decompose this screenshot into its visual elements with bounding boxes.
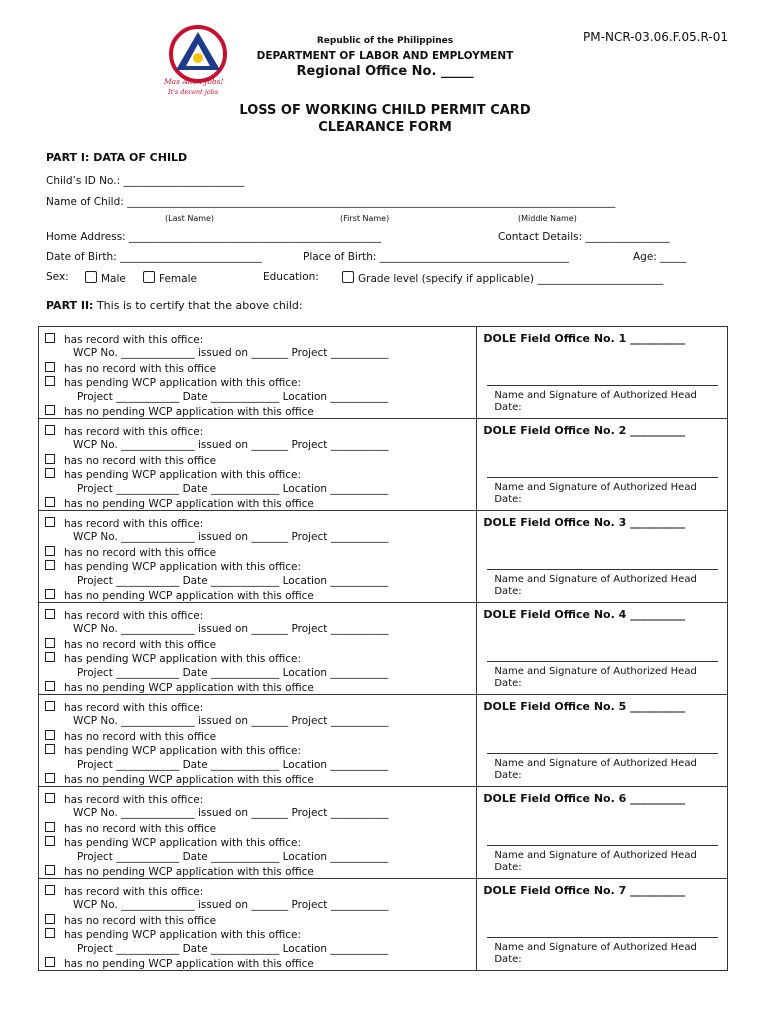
no-record-label: has no record with this office [64,363,217,375]
wcp-line[interactable]: WCP No. ______________ issued on _______ Project ___________ [73,439,389,451]
has-record-option[interactable] [45,885,203,898]
no-record-option[interactable] [45,914,216,927]
date-caption: Date: [494,494,522,505]
home-address-field[interactable]: Home Address: ________________________________________________ [46,231,382,243]
signature-caption: Name and Signature of Authorized Head [494,390,697,401]
field-office-cell [477,419,728,511]
certification-cell [39,511,477,603]
has-record-checkbox[interactable] [45,425,55,435]
pending-label: has pending WCP application with this office: [64,377,302,389]
no-pending-checkbox[interactable] [45,773,55,783]
signature-line[interactable] [487,753,718,754]
no-record-checkbox[interactable] [45,914,55,924]
office-row [39,787,728,879]
pending-option[interactable] [45,560,301,573]
project-line[interactable]: Project ____________ Date _____________ Location ___________ [77,391,389,403]
republic-line: Republic of the Philippines [316,36,454,46]
no-record-checkbox[interactable] [45,546,55,556]
form-code: PM-NCR-03.06.F.05.R-01 [583,30,728,44]
certification-cell [39,879,477,971]
pending-option[interactable] [45,744,301,757]
has-record-option[interactable] [45,701,203,714]
no-pending-label: has no pending WCP application with this office [64,406,314,418]
no-pending-label: has no pending WCP application with this office [64,958,314,970]
field-office-label[interactable]: DOLE Field Office No. 4 __________ [483,608,686,621]
has-record-option[interactable] [45,793,203,806]
department-line: DEPARTMENT OF LABOR AND EMPLOYMENT [256,50,514,62]
signature-caption: Name and Signature of Authorized Head [494,942,697,953]
field-office-label[interactable]: DOLE Field Office No. 2 __________ [483,424,686,437]
office-row [39,511,728,603]
no-pending-option[interactable] [45,497,314,510]
pending-label: has pending WCP application with this office: [64,837,302,849]
has-record-option[interactable] [45,517,203,530]
pending-option[interactable] [45,928,301,941]
office-row [39,327,728,419]
office-row [39,695,728,787]
certification-cell [39,603,477,695]
certification-cell [39,327,477,419]
has-record-option[interactable] [45,333,203,346]
wcp-line[interactable]: WCP No. ______________ issued on _______ Project ___________ [73,623,389,635]
pending-option[interactable] [45,652,301,665]
child-name-field[interactable]: Name of Child: _____________________________________________________________________________________________ [46,196,616,208]
no-record-label: has no record with this office [64,731,217,743]
pending-checkbox[interactable] [45,836,55,846]
project-line[interactable]: Project ____________ Date _____________ Location ___________ [77,483,389,495]
part2-heading: PART II: [46,299,94,312]
signature-line[interactable] [487,385,718,386]
sex-label: Sex: [46,271,69,283]
no-record-checkbox[interactable] [45,822,55,832]
title-line-1: LOSS OF WORKING CHILD PERMIT CARD [239,103,531,118]
wcp-line[interactable]: WCP No. ______________ issued on _______ Project ___________ [73,531,389,543]
no-pending-option[interactable] [45,681,314,694]
no-pending-label: has no pending WCP application with this office [64,774,314,786]
no-record-label: has no record with this office [64,639,217,651]
date-caption: Date: [494,402,522,413]
pending-checkbox[interactable] [45,744,55,754]
no-pending-option[interactable] [45,957,314,970]
no-record-checkbox[interactable] [45,730,55,740]
date-caption: Date: [494,954,522,965]
signature-caption: Name and Signature of Authorized Head [494,666,697,677]
part2-text: This is to certify that the above child: [93,299,303,312]
pending-checkbox[interactable] [45,928,55,938]
signature-line[interactable] [487,477,718,478]
first-name-caption: (First Name) [340,214,390,223]
no-pending-label: has no pending WCP application with this office [64,866,314,878]
certification-cell [39,695,477,787]
certification-cell [39,787,477,879]
no-pending-checkbox[interactable] [45,957,55,967]
female-checkbox[interactable] [143,271,155,283]
field-office-cell [477,511,728,603]
no-pending-checkbox[interactable] [45,497,55,507]
certification-cell [39,419,477,511]
no-pending-option[interactable] [45,773,314,786]
no-pending-checkbox[interactable] [45,405,55,415]
has-record-checkbox[interactable] [45,609,55,619]
signature-caption: Name and Signature of Authorized Head [494,758,697,769]
female-option[interactable] [143,271,197,285]
grade-level-label: Grade level (specify if applicable) ________________________ [358,273,664,285]
signature-caption: Name and Signature of Authorized Head [494,574,697,585]
has-record-label: has record with this office: [64,702,204,714]
place-of-birth-field[interactable]: Place of Birth: ____________________________________ [303,251,569,263]
part1-heading: PART I: DATA OF CHILD [46,151,188,164]
has-record-option[interactable] [45,609,203,622]
signature-caption: Name and Signature of Authorized Head [494,850,697,861]
has-record-checkbox[interactable] [45,517,55,527]
female-label: Female [159,273,197,285]
pending-label: has pending WCP application with this office: [64,745,302,757]
field-office-cell [477,327,728,419]
signature-line[interactable] [487,661,718,662]
pending-checkbox[interactable] [45,376,55,386]
no-record-option[interactable] [45,638,216,651]
has-record-label: has record with this office: [64,426,204,438]
no-record-label: has no record with this office [64,455,217,467]
age-field[interactable]: Age: _____ [633,251,687,263]
child-id-field[interactable]: Child’s ID No.: _______________________ [46,175,245,187]
has-record-label: has record with this office: [64,886,204,898]
no-record-label: has no record with this office [64,823,217,835]
pending-checkbox[interactable] [45,560,55,570]
signature-line[interactable] [487,569,718,570]
field-office-cell [477,879,728,971]
has-record-label: has record with this office: [64,610,204,622]
date-caption: Date: [494,678,522,689]
office-row [39,879,728,971]
project-line[interactable]: Project ____________ Date _____________ Location ___________ [77,667,389,679]
grade-level-checkbox[interactable] [342,271,354,283]
clearance-table [38,326,728,971]
no-record-checkbox[interactable] [45,454,55,464]
field-office-label[interactable]: DOLE Field Office No. 3 __________ [483,516,686,529]
form-title [0,102,770,136]
wcp-line[interactable]: WCP No. ______________ issued on _______ Project ___________ [73,807,389,819]
male-checkbox[interactable] [85,271,97,283]
has-record-checkbox[interactable] [45,333,55,343]
pending-option[interactable] [45,468,301,481]
project-line[interactable]: Project ____________ Date _____________ Location ___________ [77,851,389,863]
no-pending-checkbox[interactable] [45,589,55,599]
no-record-label: has no record with this office [64,547,217,559]
no-record-option[interactable] [45,454,216,467]
male-label: Male [101,273,126,285]
pending-checkbox[interactable] [45,652,55,662]
part2-intro [46,299,303,312]
signature-line[interactable] [487,937,718,938]
wcp-line[interactable]: WCP No. ______________ issued on _______ Project ___________ [73,899,389,911]
education-label: Education: [263,271,319,283]
no-record-option[interactable] [45,822,216,835]
has-record-checkbox[interactable] [45,701,55,711]
no-pending-label: has no pending WCP application with this office [64,682,314,694]
no-record-option[interactable] [45,362,216,375]
pending-checkbox[interactable] [45,468,55,478]
signature-line[interactable] [487,845,718,846]
no-record-option[interactable] [45,730,216,743]
date-caption: Date: [494,586,522,597]
no-pending-option[interactable] [45,865,314,878]
no-record-option[interactable] [45,546,216,559]
logo-slogan-1: Mas Ahon Jobs! [164,77,224,86]
has-record-option[interactable] [45,425,203,438]
no-pending-option[interactable] [45,589,314,602]
has-record-label: has record with this office: [64,794,204,806]
project-line[interactable]: Project ____________ Date _____________ Location ___________ [77,575,389,587]
no-record-label: has no record with this office [64,915,217,927]
male-option[interactable] [85,271,126,285]
project-line[interactable]: Project ____________ Date _____________ Location ___________ [77,759,389,771]
pending-option[interactable] [45,836,301,849]
wcp-line[interactable]: WCP No. ______________ issued on _______ Project ___________ [73,715,389,727]
pending-label: has pending WCP application with this office: [64,469,302,481]
logo-slogan-2: It's decent jobs [168,88,219,96]
grade-level-option[interactable] [342,271,663,285]
contact-details-field[interactable]: Contact Details: ________________ [498,231,670,243]
no-record-checkbox[interactable] [45,638,55,648]
field-office-label[interactable]: DOLE Field Office No. 6 __________ [483,792,686,805]
last-name-caption: (Last Name) [165,214,215,223]
middle-name-caption: (Middle Name) [518,214,577,223]
no-pending-checkbox[interactable] [45,681,55,691]
pending-label: has pending WCP application with this office: [64,653,302,665]
signature-caption: Name and Signature of Authorized Head [494,482,697,493]
no-pending-label: has no pending WCP application with this office [64,590,314,602]
wcp-line[interactable]: WCP No. ______________ issued on _______ Project ___________ [73,347,389,359]
has-record-label: has record with this office: [64,518,204,530]
date-caption: Date: [494,770,522,781]
title-line-2: CLEARANCE FORM [318,120,452,135]
field-office-label[interactable]: DOLE Field Office No. 1 __________ [483,332,686,345]
has-record-label: has record with this office: [64,334,204,346]
regional-office-line: Regional Office No. _____ [296,64,474,79]
field-office-cell [477,603,728,695]
office-row [39,603,728,695]
date-caption: Date: [494,862,522,873]
no-pending-checkbox[interactable] [45,865,55,875]
office-row [39,419,728,511]
date-of-birth-field[interactable]: Date of Birth: ___________________________ [46,251,262,263]
no-pending-option[interactable] [45,405,314,418]
has-record-checkbox[interactable] [45,793,55,803]
no-record-checkbox[interactable] [45,362,55,372]
field-office-label[interactable]: DOLE Field Office No. 7 __________ [483,884,686,897]
pending-label: has pending WCP application with this office: [64,929,302,941]
no-pending-label: has no pending WCP application with this office [64,498,314,510]
pending-label: has pending WCP application with this office: [64,561,302,573]
has-record-checkbox[interactable] [45,885,55,895]
field-office-label[interactable]: DOLE Field Office No. 5 __________ [483,700,686,713]
field-office-cell [477,695,728,787]
project-line[interactable]: Project ____________ Date _____________ Location ___________ [77,943,389,955]
pending-option[interactable] [45,376,301,389]
field-office-cell [477,787,728,879]
